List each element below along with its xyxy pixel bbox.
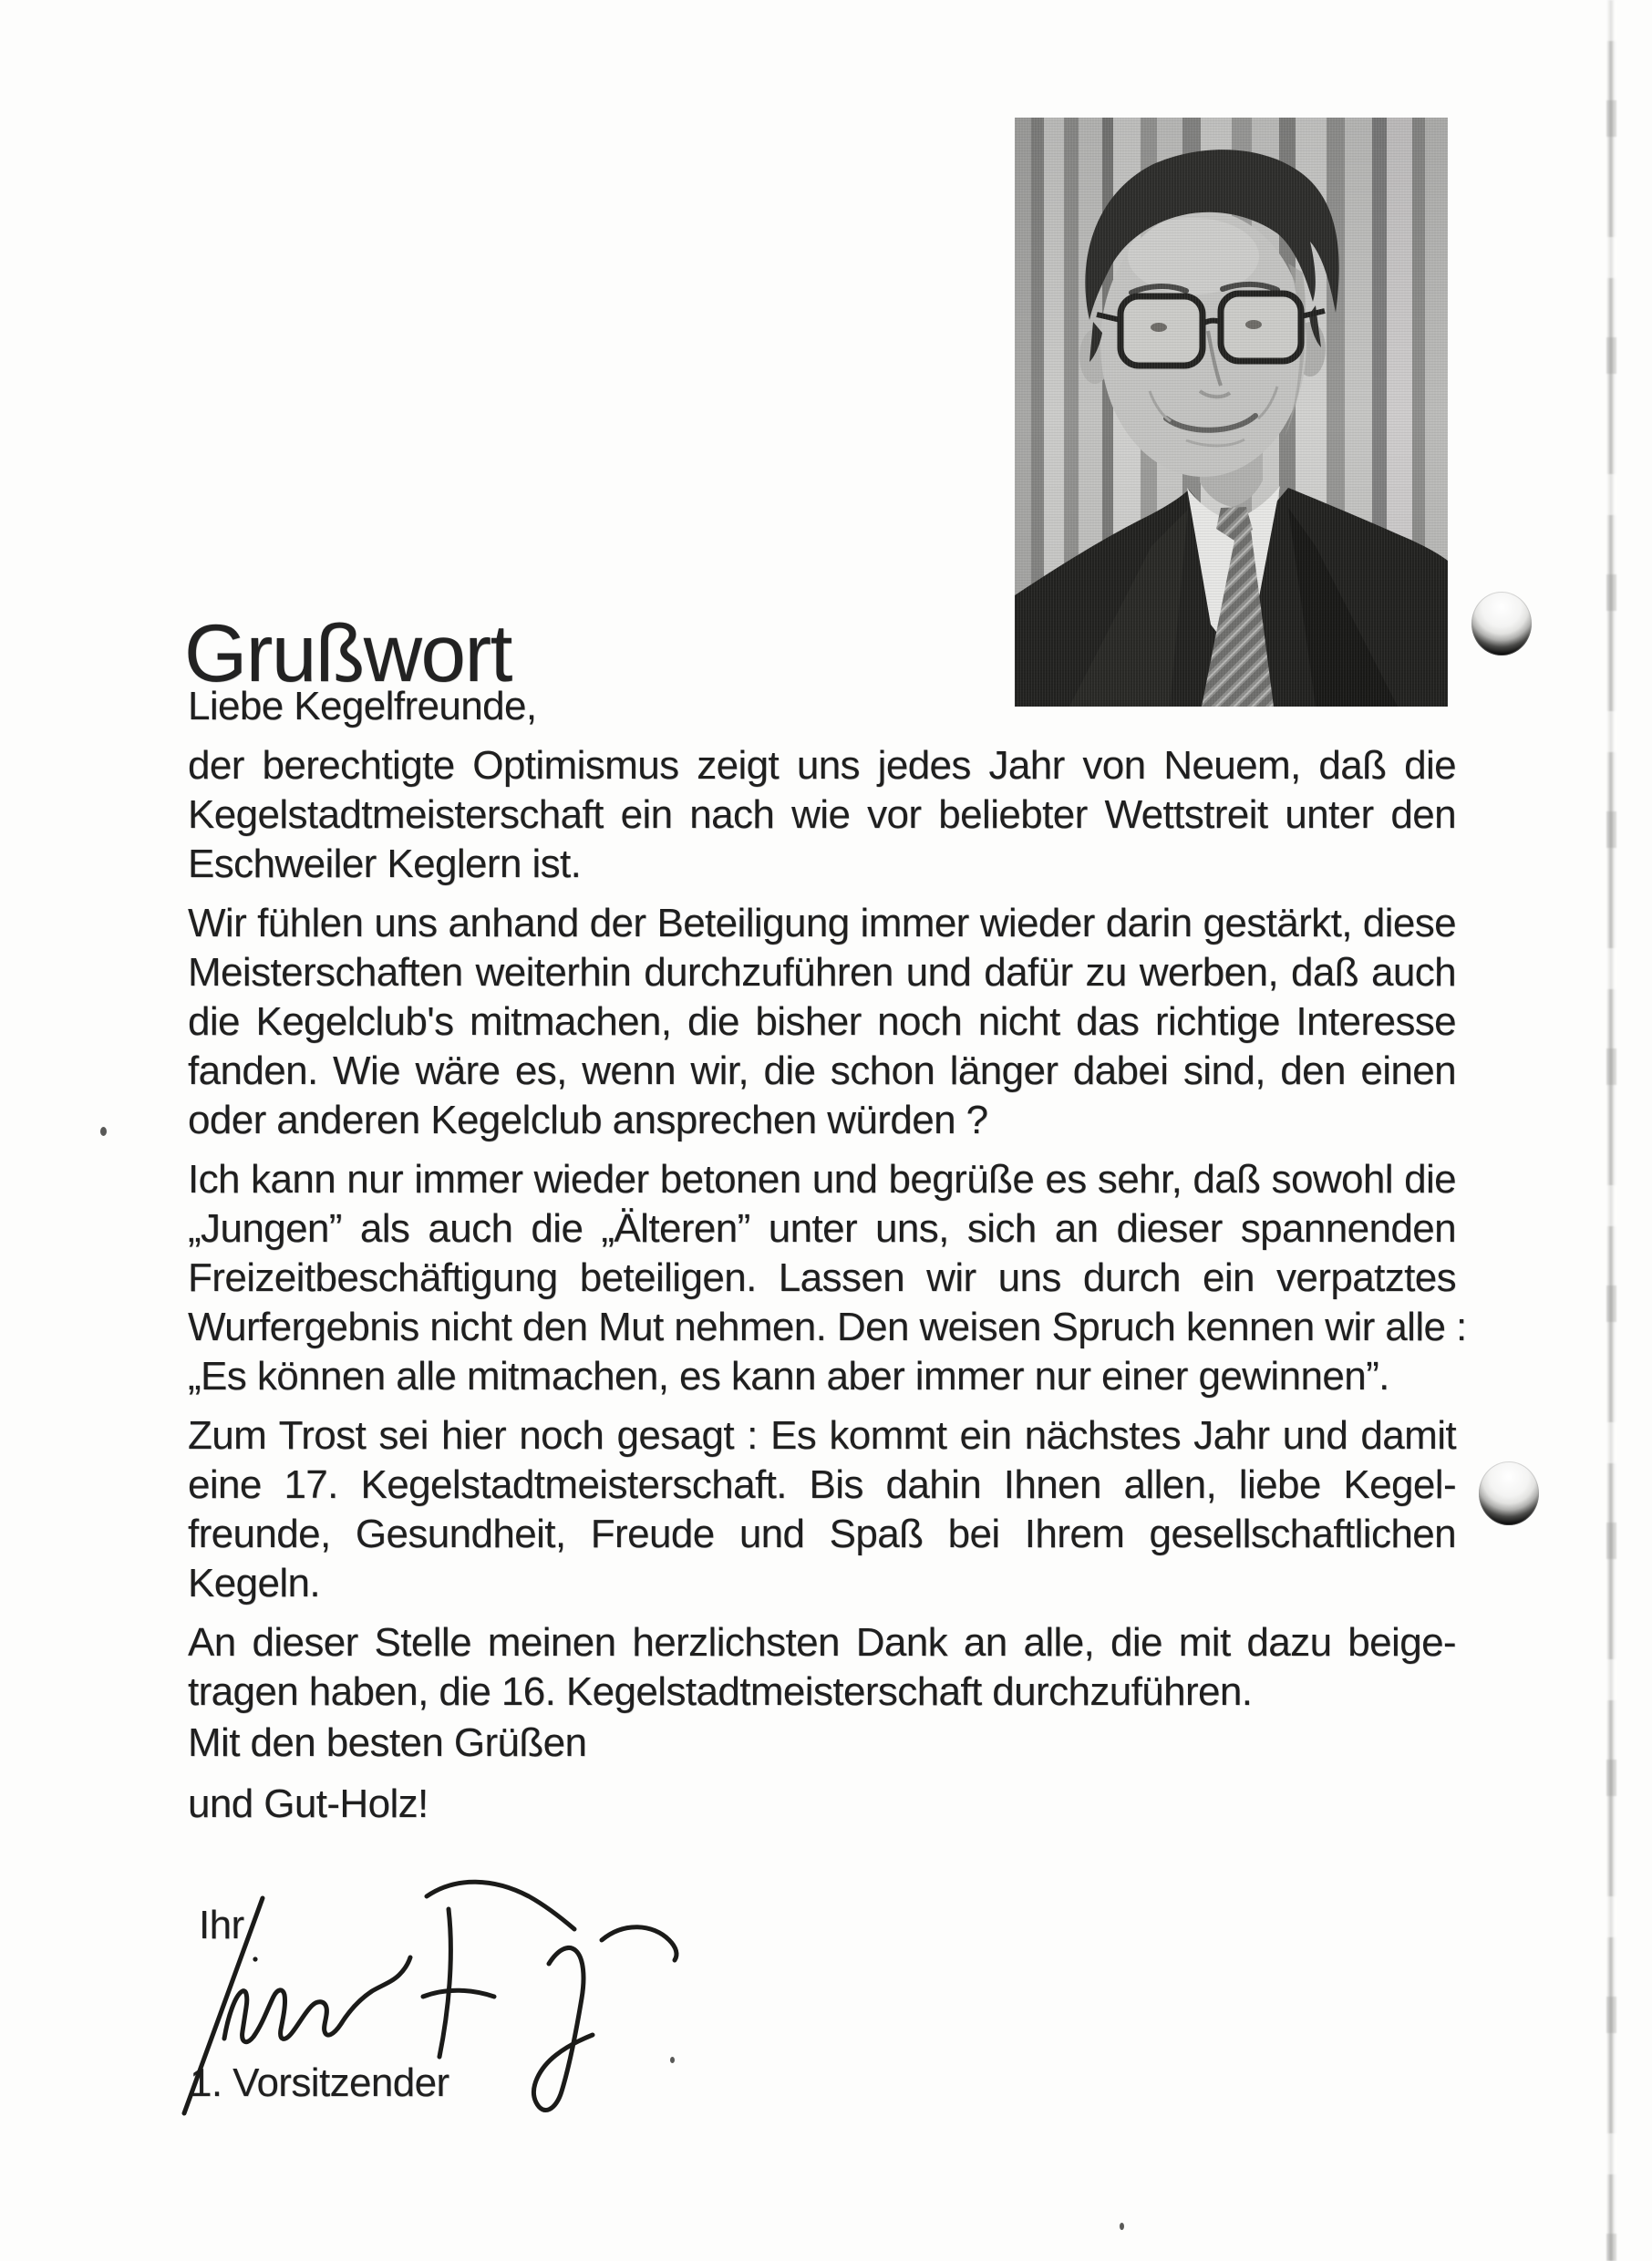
- text-line: An dieser Stelle meinen herzlichsten Dank an alle, die mit dazu beige-: [188, 1620, 1456, 1665]
- closing-gut-holz: und Gut-Holz!: [188, 1781, 428, 1826]
- signature-first-name: [224, 1957, 410, 2042]
- mouth: [1166, 416, 1255, 430]
- eyebrows: [1131, 286, 1186, 293]
- body-paragraphs: [188, 741, 1467, 1727]
- glasses: [1097, 294, 1325, 366]
- ear-right: [1295, 322, 1326, 377]
- ear-left: [1079, 329, 1110, 384]
- page-title: Grußwort: [184, 606, 511, 698]
- binder-hole-artifact-bottom: [1479, 1461, 1539, 1525]
- hair: [1085, 150, 1338, 320]
- text-line: die Kegelclub's mitmachen, die bisher noch nicht das richtige Interesse: [188, 999, 1456, 1044]
- binder-hole-artifact-top: [1471, 592, 1532, 656]
- portrait-photo: [1015, 118, 1448, 707]
- tie: [1202, 507, 1274, 707]
- text-line: Kegelstadtmeisterschaft ein nach wie vor beliebter Wettstreit unter den: [188, 792, 1456, 837]
- scan-speck: [1120, 2223, 1124, 2230]
- suit: [1015, 488, 1448, 707]
- text-line: „Jungen” als auch die „Älteren” unter uns, sich an dieser spannenden: [188, 1206, 1456, 1251]
- salutation: Liebe Kegelfreunde,: [188, 684, 537, 728]
- paragraph: [188, 741, 1456, 889]
- text-line: eine 17. Kegelstadtmeisterschaft. Bis dahin Ihnen allen, liebe Kegel-: [188, 1462, 1456, 1507]
- shirt-collar: [1187, 486, 1280, 652]
- text-line: der berechtigte Optimismus zeigt uns jedes Jahr von Neuem, daß die: [188, 743, 1456, 788]
- signature-loop: [533, 1947, 593, 2110]
- text-line: fanden. Wie wäre es, wenn wir, die schon länger dabei sind, den einen: [188, 1048, 1456, 1093]
- curtain-background: [1015, 118, 1448, 707]
- text-line: Wurfergebnis nicht den Mut nehmen. Den weisen Spruch kennen wir alle :: [188, 1305, 1467, 1349]
- signature-flourish-crossbar: [423, 1990, 494, 1997]
- text-line: Eschweiler Keglern ist.: [188, 841, 582, 886]
- text-line: Wir fühlen uns anhand der Beteiligung immer wieder darin gestärkt, diese: [188, 901, 1456, 945]
- neck: [1200, 418, 1263, 507]
- paragraph: [188, 1155, 1467, 1401]
- paper-edge-shadow: [1606, 0, 1616, 2261]
- text-line: Zum Trost sei hier noch gesagt : Es kommt ein nächstes Jahr und damit: [188, 1413, 1456, 1458]
- paragraph: [188, 1411, 1456, 1608]
- paragraph: [188, 899, 1456, 1145]
- signature-intro: Ihr: [199, 1903, 244, 1947]
- text-line: Meisterschaften weiterhin durchzuführen und dafür zu werben, daß auch: [188, 950, 1456, 995]
- scan-speck: [670, 2057, 675, 2063]
- eyes: [1151, 323, 1167, 332]
- signature-curl: [602, 1927, 676, 1960]
- text-line: oder anderen Kegelclub ansprechen würden ?: [188, 1098, 988, 1142]
- face: [1100, 211, 1306, 477]
- signature-role: 1. Vorsitzender: [190, 2060, 449, 2105]
- signature-flourish-arc: [427, 1882, 574, 1929]
- portrait-illustration: [1015, 118, 1448, 707]
- text-line: Ich kann nur immer wieder betonen und begrüße es sehr, daß sowohl die: [188, 1157, 1456, 1202]
- paragraph: [188, 1618, 1456, 1717]
- text-line: Kegeln.: [188, 1561, 321, 1605]
- closing-regards: Mit den besten Grüßen: [188, 1720, 587, 1765]
- text-line: Freizeitbeschäftigung beteiligen. Lassen wir uns durch ein verpatztes: [188, 1255, 1456, 1300]
- text-line: freunde, Gesundheit, Freude und Spaß bei Ihrem gesellschaftlichen: [188, 1512, 1456, 1556]
- signature-flourish-stem: [439, 1909, 450, 2057]
- nose: [1208, 331, 1221, 386]
- text-line: tragen haben, die 16. Kegelstadtmeisterschaft durchzuführen.: [188, 1669, 1253, 1714]
- scan-speck: [100, 1127, 107, 1136]
- text-line: „Es können alle mitmachen, es kann aber immer nur einer gewinnen”.: [188, 1354, 1389, 1399]
